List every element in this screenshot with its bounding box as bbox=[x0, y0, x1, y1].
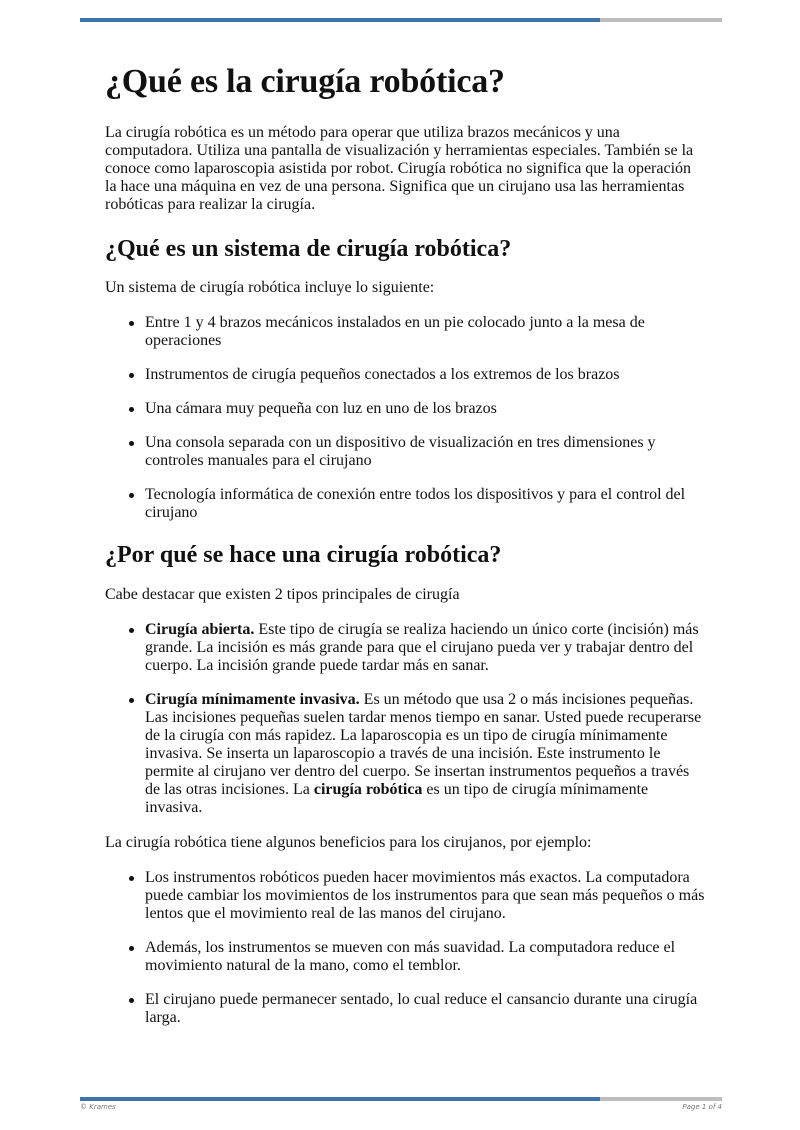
list-item: Cirugía mínimamente invasiva. Es un método que usa 2 o más incisiones pequeñas. Las incisiones pequeñas suelen tardar menos tiempo en sanar. Usted puede recuperarse de la cirugía con más rapidez. La laparoscopia es un tipo de cirugía mínimamente invasiva. Se inserta un laparoscopio a través de una incisión. Este instrumento le permite al cirujano ver dentro del cuerpo. Se insertan instrumentos pequeños a través de las otras incisiones. La cirugía robótica es un tipo de cirugía mínimamente invasiva. bbox=[105, 691, 705, 817]
term-minimally-invasive: Cirugía mínimamente invasiva. bbox=[145, 691, 360, 708]
surgery-types-list bbox=[105, 621, 705, 817]
intro-paragraph: La cirugía robótica es un método para operar que utiliza brazos mecánicos y una computadora. Utiliza una pantalla de visualización y herramientas especiales. También se la conoce como laparoscopia asistida por robot. Cirugía robótica no significa que la operación la hace una máquina en vez de una persona. Significa que un cirujano usa las herramientas robóticas para realizar la cirugía. bbox=[105, 124, 694, 213]
footer-progress-bar bbox=[80, 1097, 722, 1101]
list-item: Entre 1 y 4 brazos mecánicos instalados en un pie colocado junto a la mesa de operaciones bbox=[105, 314, 705, 350]
footer-page-number: Page 1 of 4 bbox=[682, 1103, 722, 1111]
section-heading-why: ¿Por qué se hace una cirugía robótica? bbox=[105, 542, 502, 568]
footer-copyright: © Krames bbox=[80, 1103, 116, 1111]
list-item: Instrumentos de cirugía pequeños conectados a los extremos de los brazos bbox=[105, 366, 705, 384]
bullet-icon bbox=[129, 373, 134, 378]
benefits-list bbox=[105, 869, 705, 1027]
bullet-icon bbox=[129, 321, 134, 326]
header-progress-fill bbox=[80, 18, 600, 22]
list-item: Cirugía abierta. Este tipo de cirugía se realiza haciendo un único corte (incisión) más grande. La incisión es más grande para que el cirujano pueda ver y trabajar dentro del cuerpo. La incisión grande puede tardar más en sanar. bbox=[105, 621, 705, 675]
header-progress-bar bbox=[80, 18, 722, 22]
bullet-icon bbox=[129, 407, 134, 412]
bullet-icon bbox=[129, 998, 134, 1003]
list-item: Los instrumentos robóticos pueden hacer movimientos más exactos. La computadora puede cambiar los movimientos de los instrumentos para que sean más pequeños o más lentos que el movimiento real de las manos del cirujano. bbox=[105, 869, 705, 923]
page-title: ¿Qué es la cirugía robótica? bbox=[105, 63, 505, 100]
footer-progress-track bbox=[600, 1097, 722, 1101]
document-body bbox=[105, 52, 705, 1027]
bullet-icon bbox=[129, 441, 134, 446]
bullet-icon bbox=[129, 698, 134, 703]
bullet-icon bbox=[129, 876, 134, 881]
list-item: Tecnología informática de conexión entre todos los dispositivos y para el control del cirujano bbox=[105, 486, 705, 522]
list-item: Además, los instrumentos se mueven con más suavidad. La computadora reduce el movimiento natural de la mano, como el temblor. bbox=[105, 939, 705, 975]
benefits-lead: La cirugía robótica tiene algunos beneficios para los cirujanos, por ejemplo: bbox=[105, 834, 592, 851]
surgery-types-lead: Cabe destacar que existen 2 tipos principales de cirugía bbox=[105, 586, 460, 603]
list-item: Una cámara muy pequeña con luz en uno de los brazos bbox=[105, 400, 705, 418]
list-item: Una consola separada con un dispositivo de visualización en tres dimensiones y controles manuales para el cirujano bbox=[105, 434, 705, 470]
section-heading-system: ¿Qué es un sistema de cirugía robótica? bbox=[105, 236, 512, 262]
bullet-icon bbox=[129, 493, 134, 498]
bullet-icon bbox=[129, 628, 134, 633]
system-lead: Un sistema de cirugía robótica incluye lo siguiente: bbox=[105, 279, 435, 296]
term-open-surgery: Cirugía abierta. bbox=[145, 621, 255, 638]
list-item: El cirujano puede permanecer sentado, lo cual reduce el cansancio durante una cirugía larga. bbox=[105, 991, 705, 1027]
footer-progress-fill bbox=[80, 1097, 600, 1101]
bullet-icon bbox=[129, 946, 134, 951]
system-components-list bbox=[105, 314, 705, 522]
term-robotic-surgery: cirugía robótica bbox=[313, 781, 423, 798]
header-progress-track bbox=[600, 18, 722, 22]
